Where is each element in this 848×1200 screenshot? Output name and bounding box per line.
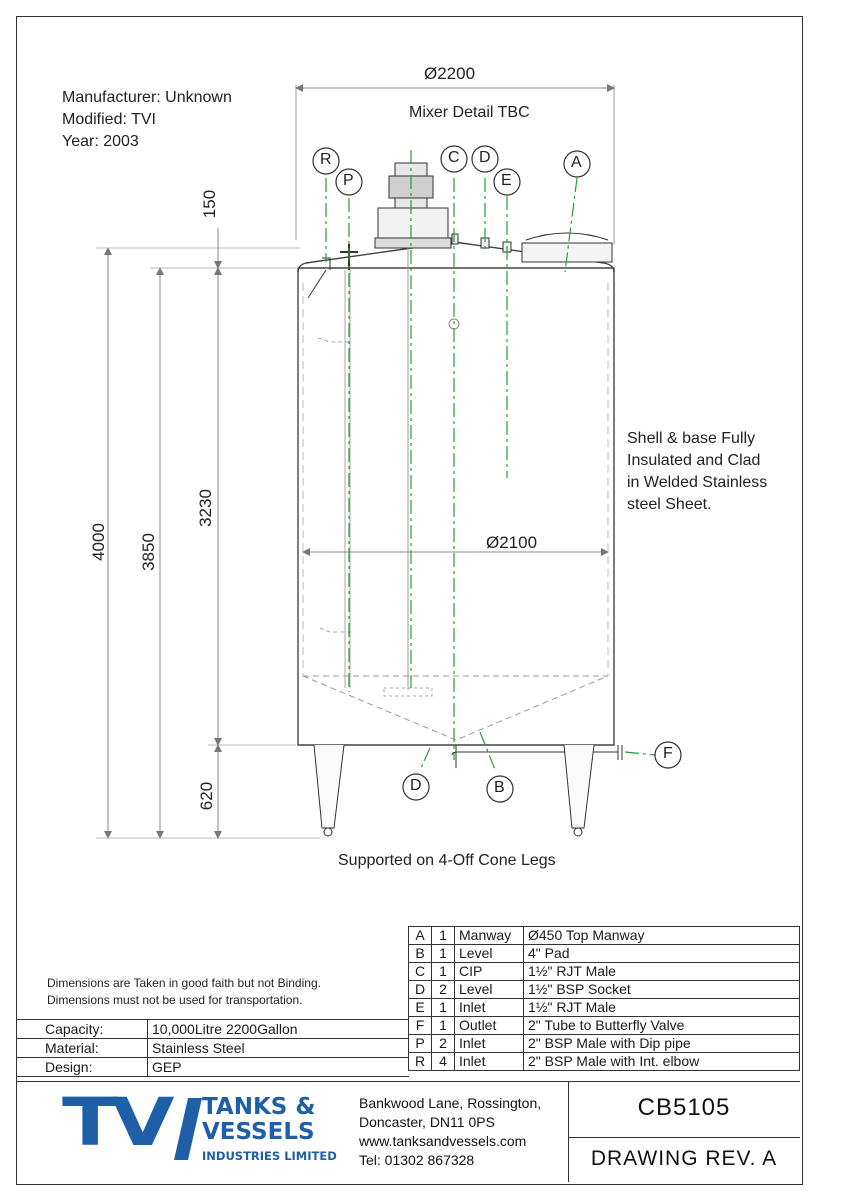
logo-line-tanks: TANKS & [202,1094,316,1120]
spec-key: Capacity: [17,1020,148,1039]
part-type: Level [455,945,524,963]
top-diameter-label: Ø2200 [424,64,476,83]
shell-note [627,428,767,516]
table-row [17,1020,409,1039]
part-desc: 2" Tube to Butterfly Valve [524,1017,800,1035]
spec-value: 10,000Litre 2200Gallon [148,1020,410,1039]
parts-table [408,926,800,1071]
mixer-note: Mixer Detail TBC [409,104,530,121]
callout-label-r: R [320,151,332,168]
part-qty: 1 [432,1017,455,1035]
shell-note-line: in Welded Stainless [627,474,768,491]
legs-note: Supported on 4-Off Cone Legs [338,852,556,869]
part-ref: B [409,945,432,963]
callout-label-p: P [343,172,354,189]
part-desc: 1½" BSP Socket [524,981,800,999]
dimension-3230: 3230 [196,489,215,527]
shell-note-line: Insulated and Clad [627,452,761,469]
part-desc: 4" Pad [524,945,800,963]
website-link[interactable]: www.tanksandvessels.com [359,1133,527,1149]
specs-table [17,1019,409,1077]
part-ref: D [409,981,432,999]
logo-tv: TV [62,1084,168,1161]
drawing-revision: DRAWING REV. A [590,1147,778,1170]
spec-value: Stainless Steel [148,1039,410,1058]
company-logo [62,1084,352,1170]
part-type: Outlet [455,1017,524,1035]
table-row [409,1035,800,1053]
spec-key: Material: [17,1039,148,1058]
part-desc: 1½" RJT Male [524,999,800,1017]
table-row [409,1053,800,1071]
part-ref: F [409,1017,432,1035]
part-desc: 2" BSP Male with Int. elbow [524,1053,800,1071]
part-qty: 4 [432,1053,455,1071]
spec-value: GEP [148,1058,410,1077]
part-type: Level [455,981,524,999]
callout-label-e: E [501,172,512,189]
logo-line-vessels: VESSELS [202,1119,315,1145]
manufacturer-note: Manufacturer: Unknown [62,89,232,106]
drawing-code: CB5105 [637,1094,731,1121]
part-ref: R [409,1053,432,1071]
part-qty: 1 [432,963,455,981]
title-block-divider [17,1081,800,1082]
title-block-split [568,1137,800,1138]
part-type: CIP [455,963,524,981]
dimension-4000: 4000 [89,523,108,561]
table-row [409,981,800,999]
part-desc: 2" BSP Male with Dip pipe [524,1035,800,1053]
part-qty: 1 [432,999,455,1017]
dimension-620: 620 [197,781,216,811]
table-row [409,963,800,981]
callout-label-d-top: D [479,149,491,166]
part-ref: C [409,963,432,981]
table-row [409,999,800,1017]
part-qty: 1 [432,927,455,945]
part-type: Inlet [455,999,524,1017]
shell-note-line: steel Sheet. [627,496,712,513]
modified-note: Modified: TVI [62,111,156,128]
phone-number: Tel: 01302 867328 [359,1152,475,1168]
spec-key: Design: [17,1058,148,1077]
dimension-3850: 3850 [139,533,158,571]
logo-line-industries: INDUSTRIES LIMITED [202,1149,337,1163]
part-ref: P [409,1035,432,1053]
table-row [17,1039,409,1058]
table-row [17,1058,409,1077]
callout-label-a: A [571,154,582,171]
inner-diameter-label: Ø2100 [486,533,538,552]
callout-label-d-bottom: D [410,777,422,794]
shell-note-line: Shell & base Fully [627,430,756,447]
dimension-150: 150 [200,189,219,219]
part-type: Inlet [455,1053,524,1071]
table-row [409,945,800,963]
callout-label-b: B [494,779,505,796]
callout-label-f: F [663,745,673,762]
part-desc: Ø450 Top Manway [524,927,800,945]
logo-slash-icon [174,1098,202,1160]
part-qty: 2 [432,1035,455,1053]
part-qty: 2 [432,981,455,999]
disclaimer-line: Dimensions must not be used for transportation. [47,993,303,1007]
part-ref: A [409,927,432,945]
table-row [409,927,800,945]
part-type: Inlet [455,1035,524,1053]
callout-label-c: C [448,149,460,166]
company-address [359,1094,541,1170]
part-qty: 1 [432,945,455,963]
address-line: Doncaster, DN11 0PS [359,1114,495,1130]
disclaimer-line: Dimensions are Taken in good faith but not Binding. [47,976,321,990]
disclaimer [47,975,321,1009]
part-desc: 1½" RJT Male [524,963,800,981]
address-line: Bankwood Lane, Rossington, [359,1095,542,1111]
part-type: Manway [455,927,524,945]
table-row [409,1017,800,1035]
part-ref: E [409,999,432,1017]
year-note: Year: 2003 [62,133,139,150]
